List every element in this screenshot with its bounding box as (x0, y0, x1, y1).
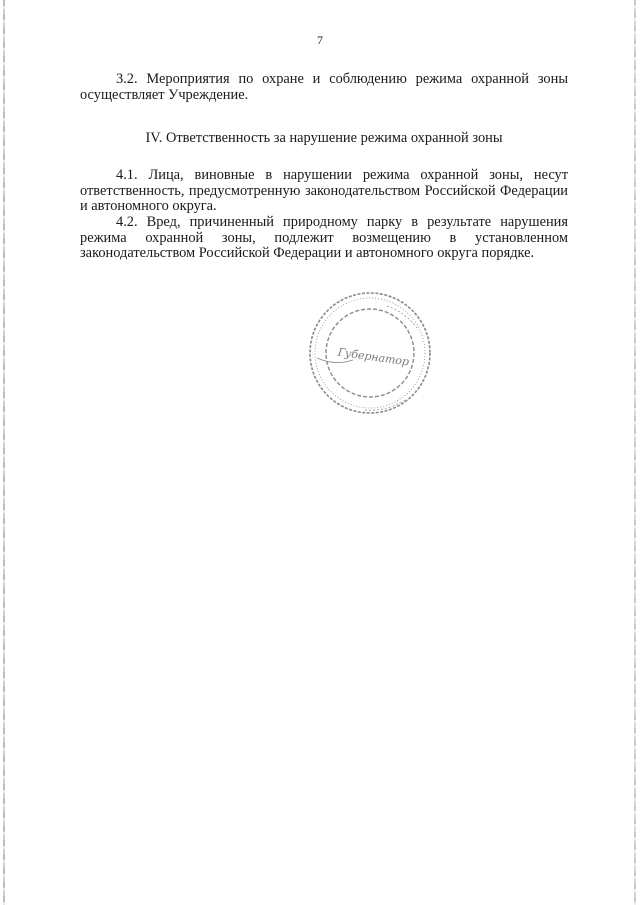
scan-edge-left (3, 0, 5, 905)
paragraph-4-2: 4.2. Вред, причиненный природному парку в результате нарушения режима охранной зоны, подлежит возмещению в установленном законодательством Российской Федерации и автономного округа порядке. (80, 214, 568, 261)
scan-edge-right (634, 0, 636, 905)
paragraph-3-2: 3.2. Мероприятия по охране и соблюдению режима охранной зоны осуществляет Учреждение. (80, 71, 568, 103)
section-heading: IV. Ответственность за нарушение режима охранной зоны (145, 130, 503, 146)
seal-signature-text: Губернатор (336, 345, 410, 369)
paragraph-4-1: 4.1. Лица, виновные в нарушении режима охранной зоны, несут ответственность, предусмотренную законодательством Российской Федерации и автономного округа. (80, 167, 568, 214)
seal-arc-text-trace (387, 306, 417, 328)
official-seal-stamp (305, 288, 435, 418)
page-number: 7 (317, 33, 323, 47)
